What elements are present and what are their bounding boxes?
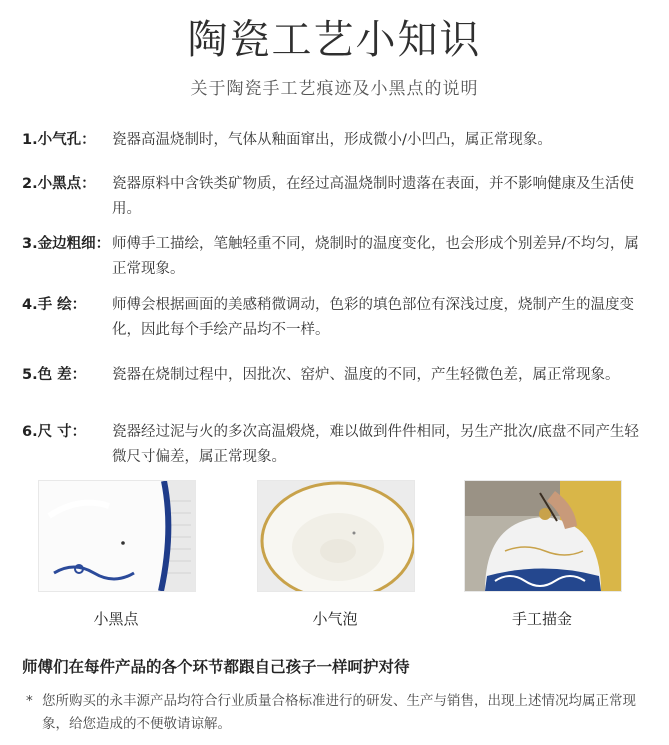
care-statement: 师傅们在每件产品的各个环节都跟自己孩子一样呵护对待 [22, 658, 410, 676]
item-text: 瓷器经过泥与火的多次高温煅烧，难以做到件件相同，另生产批次/底盘不同产生轻微尺寸偏差，属正常现象。 [112, 424, 639, 465]
item-label: 4.手 绘： [22, 297, 87, 313]
item-label: 6.尺 寸： [22, 424, 87, 440]
item-text: 师傅手工描绘，笔触轻重不同，烧制时的温度变化，也会形成个别差异/不均匀，属正常现象。 [112, 236, 639, 277]
item-label: 3.金边粗细： [22, 236, 111, 252]
page-title: 陶瓷工艺小知识 [187, 17, 482, 63]
hand-gilding-photo [464, 480, 622, 592]
page-subtitle: 关于陶瓷手工艺痕迹及小黑点的说明 [190, 79, 479, 99]
item-label: 1.小气孔： [22, 132, 96, 148]
item-label: 2.小黑点： [22, 176, 96, 192]
disclaimer-text: 您所购买的永丰源产品均符合行业质量合格标准进行的研发、生产与销售，出现上述情况均属正常现象，给您造成的不便敬请谅解。 [42, 693, 636, 732]
item-label: 5.色 差： [22, 367, 87, 383]
air-bubble-photo [257, 480, 415, 592]
photo-caption: 小黑点 [93, 610, 139, 628]
asterisk: * [26, 693, 33, 709]
photo-caption: 手工描金 [511, 610, 572, 628]
black-dot-photo [38, 480, 196, 592]
photo-caption: 小气泡 [312, 610, 358, 628]
item-text: 瓷器在烧制过程中，因批次、窑炉、温度的不同，产生轻微色差，属正常现象。 [112, 367, 620, 383]
item-text: 师傅会根据画面的美感稍微调动，色彩的填色部位有深浅过度，烧制产生的温度变化，因此每个手绘产品均不一样。 [112, 297, 634, 338]
item-text: 瓷器原料中含铁类矿物质，在经过高温烧制时遗落在表面，并不影响健康及生活使用。 [112, 176, 634, 217]
item-text: 瓷器高温烧制时，气体从釉面窜出，形成微小/小凹凸，属正常现象。 [112, 132, 552, 148]
